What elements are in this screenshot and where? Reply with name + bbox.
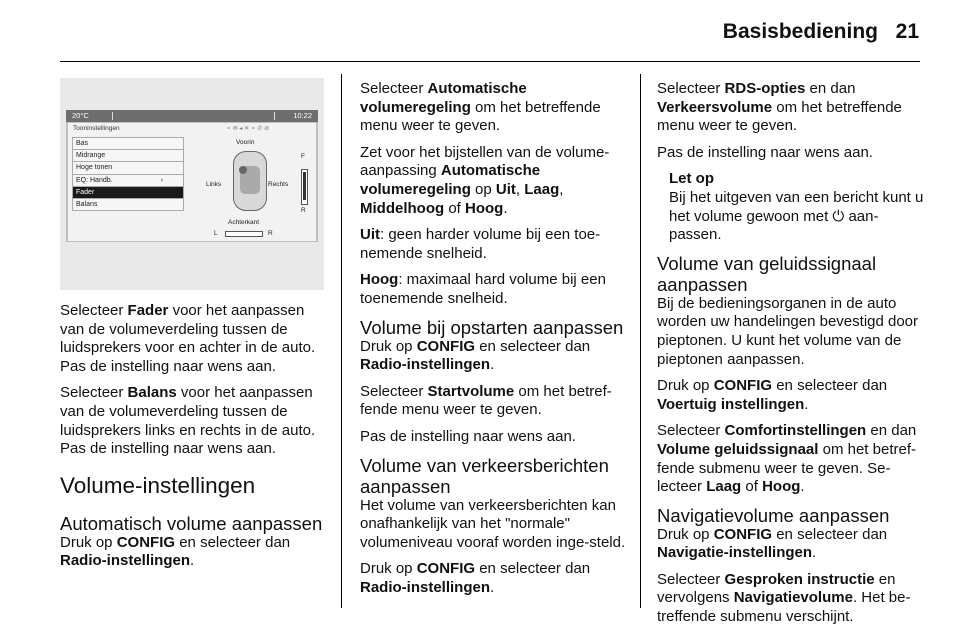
menu-term: CONFIG [416, 560, 476, 578]
text: en selecteer dan [175, 533, 291, 551]
menu-term: Balans [127, 384, 177, 402]
fader-fill [303, 172, 306, 200]
menu-term: CONFIG [416, 337, 476, 355]
menu-term: Radio-instellingen [60, 552, 191, 570]
text: . [800, 478, 805, 496]
menu-item-fader[interactable]: Fader [72, 187, 184, 199]
text: en selecteer dan [772, 525, 888, 543]
menu-term: Hoog [762, 478, 801, 496]
chevron-right-icon: › [160, 176, 163, 184]
text: om het betref-fende submenu weer te geven. Se-lecteer [657, 440, 916, 496]
text: Selecteer [360, 382, 428, 400]
paragraph [657, 422, 925, 496]
text: en selecteer dan [475, 560, 591, 578]
page-header [0, 16, 960, 48]
column-3 [657, 80, 925, 635]
text: en dan [866, 422, 917, 440]
panel-title: Tooninstellingen [73, 125, 120, 132]
text: . [812, 544, 817, 562]
text: , [559, 180, 564, 198]
menu-item-midrange[interactable]: Midrange [72, 150, 184, 162]
label-r: R [301, 207, 306, 214]
menu-term: Gesproken instructie [724, 570, 875, 588]
separator [274, 112, 275, 120]
text: of [741, 478, 763, 496]
menu-term: Comfortinstellingen [724, 422, 867, 440]
paragraph [360, 383, 632, 420]
text: Selecteer [657, 570, 725, 588]
menu-term: Automatische volumeregeling [360, 80, 527, 116]
menu-term: Laag [706, 478, 742, 496]
text: en vervolgens [657, 570, 896, 607]
paragraph [360, 338, 632, 375]
column-divider [640, 74, 641, 608]
paragraph [60, 384, 328, 458]
menu-term: RDS-opties [724, 80, 806, 97]
text: . [190, 552, 195, 570]
paragraph [360, 144, 632, 218]
text: voor het aanpassen van de volumeverdeling tussen de luidsprekers links en rechts in de auto. Pas de instelling naar wens aan. [60, 384, 316, 458]
fader-slider[interactable] [301, 169, 308, 205]
paragraph [657, 571, 925, 627]
menu-item-balans[interactable]: Balans [72, 199, 184, 211]
note-box [657, 170, 925, 244]
subsection-heading: Automatisch volume aanpassen [60, 512, 323, 534]
menu-term: Verkeersvolume [657, 98, 773, 116]
text: Selecteer [60, 302, 128, 319]
car-icon[interactable] [233, 151, 267, 211]
menu-term: Fader [127, 302, 169, 319]
text: . [804, 395, 809, 413]
text: om het betref-fende menu weer te geven. [360, 382, 612, 419]
text: Druk op [657, 525, 714, 543]
column-divider [341, 74, 342, 608]
subsection-heading: Volume van verkeersberichten aanpassen [360, 454, 609, 497]
status-bar [66, 110, 318, 122]
menu-term: Uit [360, 226, 380, 244]
menu-term: Volume geluidssignaal [657, 440, 819, 458]
header-rule [60, 61, 920, 62]
menu-item-eq[interactable] [72, 175, 184, 187]
menu-term: CONFIG [116, 533, 176, 551]
label-left: Links [206, 181, 222, 188]
menu-term: Uit [495, 180, 516, 198]
text: . Het be-treffende submenu verschijnt. [657, 589, 911, 626]
paragraph [60, 534, 328, 571]
column-1 [60, 302, 328, 579]
paragraph [657, 377, 925, 414]
paragraph [360, 560, 632, 597]
menu-term: Laag [524, 180, 560, 198]
text: of [444, 199, 466, 217]
clock: 10:22 [293, 111, 312, 120]
text: Selecteer [657, 80, 725, 97]
chapter-title: Basisbediening [722, 20, 878, 43]
paragraph: Bij de bedieningsorganen in de auto worden uw handelingen bevestigd door pieptonen. U kunt het volume van de pieptonen aanpassen. [657, 294, 919, 368]
menu-item-label: EQ: Handb. [76, 176, 113, 184]
note-text: Bij het uitgeven van een bericht kunt u het volume gewoon met ⏻ aan-passen. [669, 188, 924, 244]
paragraph [360, 226, 632, 263]
text: Selecteer [360, 80, 428, 97]
sound-focus-dot [239, 166, 247, 174]
text: op [470, 180, 496, 198]
menu-item-hoge-tonen[interactable]: Hoge tonen [72, 162, 184, 174]
text: en selecteer dan [475, 337, 591, 355]
text: Druk op [60, 533, 117, 551]
paragraph [60, 302, 328, 376]
text: , [515, 180, 525, 198]
separator [112, 112, 113, 120]
menu-term: Radio-instellingen [360, 578, 491, 596]
text: en selecteer dan [772, 377, 888, 395]
text: Selecteer [657, 422, 725, 440]
balance-slider[interactable] [225, 231, 263, 237]
page-number: 21 [895, 20, 919, 43]
text: Druk op [360, 337, 417, 355]
menu-term: Hoog [360, 271, 399, 289]
label-r-balance: R [268, 230, 273, 237]
column-2 [360, 80, 632, 605]
paragraph [360, 271, 632, 308]
label-l: L [214, 230, 218, 237]
text: Druk op [360, 560, 417, 578]
section-heading: Volume-instellingen [60, 472, 256, 498]
text: . [490, 356, 495, 374]
menu-term: Navigatie-instellingen [657, 544, 813, 562]
paragraph: Pas de instelling naar wens aan. [657, 143, 873, 161]
menu-term: CONFIG [713, 525, 773, 543]
label-f: F [301, 153, 305, 160]
menu-term: Middelhoog [360, 199, 445, 217]
subsection-heading: Volume bij opstarten aanpassen [360, 316, 624, 338]
label-right: Rechts [268, 181, 289, 188]
screenshot-figure [60, 78, 324, 290]
menu-item-bas[interactable]: Bas [72, 137, 184, 150]
menu-term: Startvolume [427, 382, 515, 400]
subsection-heading: Volume van geluidssignaal aanpassen [657, 252, 877, 295]
temperature: 20°C [72, 111, 89, 120]
text: Selecteer [60, 384, 128, 402]
paragraph: Het volume van verkeersberichten kan onafhankelijk van het "normale" volumeniveau vooraf worden inge-steld. [360, 496, 626, 551]
label-front: Voorin [236, 139, 255, 146]
subsection-heading: Navigatievolume aanpassen [657, 504, 890, 526]
paragraph [657, 80, 925, 136]
text: . [503, 199, 508, 217]
menu-term: CONFIG [713, 377, 773, 395]
settings-panel [68, 123, 316, 241]
display-screen [66, 110, 318, 242]
status-icons: ⚬ ✉ ◂ ✕ ⚬ ✆ ⊘ [226, 126, 270, 132]
text: en dan [805, 80, 856, 97]
text: voor het aanpassen van de volumeverdeling tussen de luidsprekers voor en achter in de auto. Pas de instelling naar wens aan. [60, 302, 316, 375]
paragraph [657, 526, 925, 563]
menu-term: Navigatievolume [733, 589, 853, 607]
text: Zet voor het bijstellen van de volume-aanpassing [360, 143, 610, 180]
text: . [490, 578, 495, 596]
text: : geen harder volume bij een toe-nemende snelheid. [360, 226, 601, 262]
note-title: Let op [669, 170, 714, 188]
paragraph [360, 80, 632, 136]
label-rear: Achterkant [228, 219, 260, 226]
text: Druk op [657, 377, 714, 395]
paragraph: Pas de instelling naar wens aan. [360, 427, 576, 445]
menu-term: Radio-instellingen [360, 356, 491, 374]
text: : maximaal hard volume bij een toenemende snelheid. [360, 271, 606, 307]
menu-term: Voertuig instellingen [657, 395, 805, 413]
text: om het betreffende menu weer te geven. [360, 98, 601, 135]
text: om het betreffende menu weer te geven. [657, 98, 902, 135]
menu-term: Automatische volumeregeling [360, 162, 541, 198]
menu-term: Hoog [465, 199, 504, 217]
settings-menu [72, 137, 184, 211]
